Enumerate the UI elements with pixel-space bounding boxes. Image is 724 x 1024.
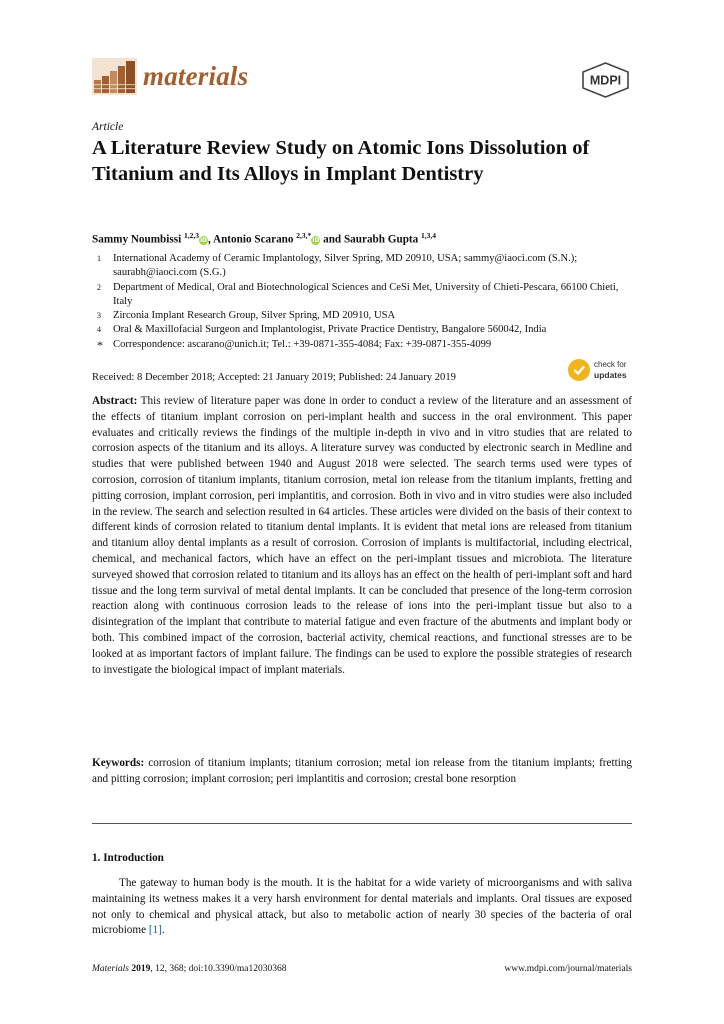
author-name[interactable]: Antonio Scarano xyxy=(213,233,294,246)
publication-dates: Received: 8 December 2018; Accepted: 21 January 2019; Published: 24 January 2019 xyxy=(92,372,456,383)
author-separator: and xyxy=(320,233,344,246)
intro-end: . xyxy=(161,924,165,937)
journal-name: materials xyxy=(143,61,249,91)
footer-doi: , 12, 368; doi:10.3390/ma12030368 xyxy=(150,964,287,974)
affiliation-text: Oral & Maxillofacial Surgeon and Implantologist, Private Practice Dentistry, Bangalore 560042, India xyxy=(113,324,547,336)
section-heading: 1. Introduction xyxy=(92,852,164,864)
author-separator: , xyxy=(208,233,213,246)
intro-text: The gateway to human body is the mouth. It is the habitat for a wide variety of microorganisms and with saliva maintaining its wetness makes it a very harsh environment for dental materials and implants. Oral tissues are exposed not only to chemical and physical attack, but also to metabolic action of nearly 30 species of the bacteria of oral microbiome xyxy=(92,877,632,937)
affiliation-mark: 3 xyxy=(97,311,101,321)
affiliation-item xyxy=(92,323,632,337)
author-affil-sup: 2,3,* xyxy=(296,231,312,240)
affiliation-text: Department of Medical, Oral and Biotechnological Sciences and CeSi Met, University of Chieti-Pescara, 66100 Chieti, Italy xyxy=(113,281,619,307)
abstract-label: Abstract: xyxy=(92,395,138,407)
affiliation-item xyxy=(92,309,632,323)
author-name[interactable]: Saurabh Gupta xyxy=(343,233,419,246)
orcid-icon[interactable]: iD xyxy=(199,236,208,244)
mdpi-logo-icon xyxy=(581,62,630,98)
intro-paragraph xyxy=(92,876,632,939)
affiliation-mark: 2 xyxy=(97,282,101,292)
keywords-label: Keywords: xyxy=(92,757,145,769)
check-for-updates-badge[interactable] xyxy=(568,359,627,381)
mdpi-logo-text: MDPI xyxy=(589,73,622,88)
author-name[interactable]: Sammy Noumbissi xyxy=(92,233,182,246)
check-updates-icon xyxy=(568,359,590,381)
check-updates-line1: check for xyxy=(594,360,627,369)
affiliation-text: International Academy of Ceramic Implantology, Silver Spring, MD 20910, USA; sammy@iaoci.com (S.N.); saurabh@iaoci.com (S.G.) xyxy=(113,253,578,279)
orcid-icon[interactable]: iD xyxy=(312,236,320,244)
keywords-text: corrosion of titanium implants; titanium corrosion; metal ion release from the titanium implants; fretting and pitting corrosion; implant corrosion; peri implantitis and corrosion; crestal bone resorption xyxy=(92,757,633,785)
abstract xyxy=(92,394,632,678)
section-divider xyxy=(92,823,632,824)
correspondence-text: Correspondence: ascarano@unich.it; Tel.: +39-0871-355-4084; Fax: +39-0871-355-4099 xyxy=(113,338,492,350)
footer-url[interactable]: www.mdpi.com/journal/materials xyxy=(504,964,632,974)
affiliation-mark: 4 xyxy=(97,325,101,335)
citation-link[interactable]: [1] xyxy=(148,924,162,937)
author-affil-sup: 1,2,3 xyxy=(184,231,200,240)
affiliation-item xyxy=(92,252,632,281)
materials-logo-icon xyxy=(92,58,137,95)
correspondence-item xyxy=(92,338,632,352)
keywords xyxy=(92,756,632,788)
check-updates-line2: updates xyxy=(594,370,627,380)
affiliation-mark: 1 xyxy=(97,254,101,263)
author-list xyxy=(92,228,632,248)
footer-year: 2019 xyxy=(131,964,151,974)
paper-title: A Literature Review Study on Atomic Ions Dissolution of Titanium and Its Alloys in Implant Dentistry xyxy=(92,137,590,185)
affiliation-item xyxy=(92,281,632,310)
abstract-text: This review of literature paper was done in order to conduct a review of the literature and an assessment of the effects of titanium implant corrosion on peri-implant health and success in the oral environment. This paper evaluates and critically reviews the findings of the multiple in-depth in vivo and in vitro studies that are related to corrosion aspects of the titanium and its alloys. A literature survey was conducted by electronic search in Medline and studies that were published between 1940 and August 2018 were selected. The search terms used were types of corrosion, corrosion of titanium implants, titanium corrosion, metal ion release from the titanium implants, fretting and pitting corrosion, implant corrosion, peri implantitis, and corrosion. Both in vivo and in vitro studies were also included in the review. The search and selection resulted in 64 articles. These articles were divided on the basis of their context to different kinds of corrosion related to titanium dental implants. It is evident that metal ions are released from titanium and titanium alloy dental implants as a result of corrosion. Corrosion of implants is multifactorial, including electrical, chemical, and mechanical factors, which have an effect on the peri-implant tissues and microbiota. The literature surveyed showed that corrosion related to titanium and its alloys has an effect on the health of peri-implant soft and hard tissue and the long term survival of metal dental implants. It can be concluded that presence of the long-term corrosion reaction along with continuous corrosion leads to the release of ions into the peri-implant tissue but also to a disintegration of the implant that contribute to material fatigue and even fracture of the abutments and implant body or both. This combined impact of the corrosion, bacterial activity, chemical reactions, and functional stresses are to be looked at as important factors of implant failure. The findings can be used to explore the possible strategies of research to investigate the biological impact of implant materials. xyxy=(92,395,632,676)
check-updates-text xyxy=(594,360,627,380)
affiliation-mark: * xyxy=(97,337,103,352)
author-affil-sup: 1,3,4 xyxy=(421,231,437,240)
footer-citation xyxy=(92,964,287,974)
affiliations xyxy=(92,252,632,352)
article-type: Article xyxy=(92,121,124,133)
footer-journal: Materials xyxy=(92,964,129,974)
affiliation-text: Zirconia Implant Research Group, Silver Spring, MD 20910, USA xyxy=(113,310,396,322)
